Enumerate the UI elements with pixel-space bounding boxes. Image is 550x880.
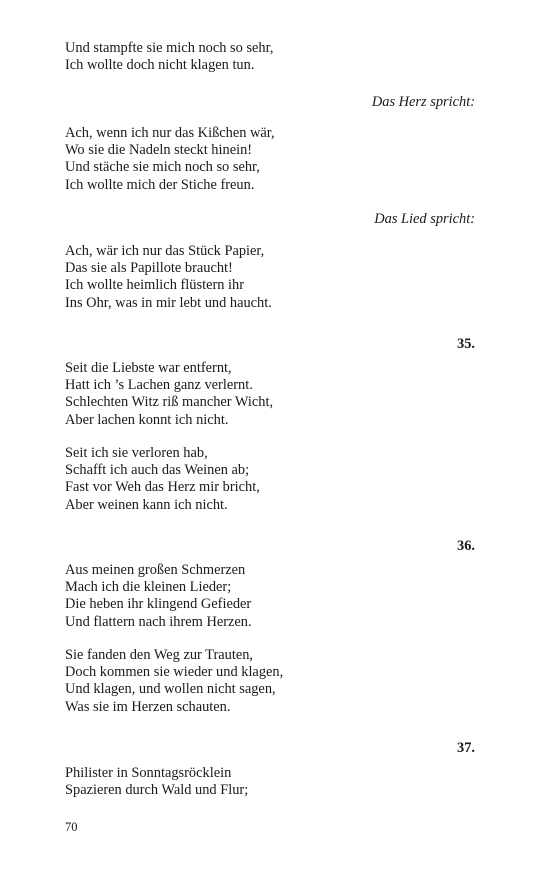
stanza	[65, 562, 252, 631]
speaker-heading: Das Lied spricht:	[374, 211, 475, 227]
verse-line: Hatt ich ’s Lachen ganz verlernt.	[65, 377, 253, 394]
stanza	[65, 243, 272, 312]
stanza	[65, 647, 283, 716]
speaker-heading: Das Herz spricht:	[371, 94, 475, 110]
verse-line: Fast vor Weh das Herz mir bricht,	[65, 479, 260, 496]
verse-line: Und flattern nach ihrem Herzen.	[65, 613, 252, 630]
verse-line: Schafft ich auch das Weinen ab;	[65, 462, 250, 479]
verse-line: Ich wollte heimlich flüstern ihr	[65, 277, 245, 294]
poem-number: 36.	[457, 538, 475, 554]
verse-line: Aus meinen großen Schmerzen	[65, 562, 246, 578]
verse-line: Mach ich die kleinen Lieder;	[65, 579, 232, 596]
verse-line: Seit ich sie verloren hab,	[65, 445, 208, 461]
verse-line: Seit die Liebste war entfernt,	[65, 360, 232, 376]
verse-line: Das sie als Papillote braucht!	[65, 260, 233, 277]
verse-line: Und stäche sie mich noch so sehr,	[65, 159, 260, 176]
verse-line: Ich wollte doch nicht klagen tun.	[65, 57, 255, 74]
verse-line: Und stampfte sie mich noch so sehr,	[65, 40, 274, 56]
verse-line: Wo sie die Nadeln steckt hinein!	[65, 142, 253, 159]
verse-line: Ach, wär ich nur das Stück Papier,	[65, 243, 265, 259]
verse-line: Ins Ohr, was in mir lebt und haucht.	[65, 294, 272, 311]
verse-line: Aber weinen kann ich nicht.	[65, 496, 228, 513]
stanza	[65, 445, 260, 514]
verse-line: Was sie im Herzen schauten.	[65, 698, 231, 715]
stanza	[65, 765, 248, 799]
verse-line: Sie fanden den Weg zur Trauten,	[65, 647, 254, 663]
verse-line: Doch kommen sie wieder und klagen,	[65, 664, 284, 681]
stanza	[65, 125, 275, 194]
verse-line: Aber lachen konnt ich nicht.	[65, 411, 229, 428]
stanza	[65, 40, 273, 74]
verse-line: Die heben ihr klingend Gefieder	[65, 596, 252, 613]
poem-number: 35.	[457, 336, 475, 352]
verse-line: Ach, wenn ich nur das Kißchen wär,	[65, 125, 275, 141]
verse-line: Und klagen, und wollen nicht sagen,	[65, 681, 276, 698]
verse-line: Schlechten Witz riß mancher Wicht,	[65, 394, 274, 411]
verse-line: Ich wollte mich der Stiche freun.	[65, 176, 255, 193]
verse-line: Philister in Sonntagsröcklein	[65, 765, 232, 781]
verse-line: Spazieren durch Wald und Flur;	[65, 782, 249, 799]
poem-number: 37.	[457, 740, 475, 756]
stanza	[65, 360, 273, 429]
page-number: 70	[65, 820, 78, 834]
